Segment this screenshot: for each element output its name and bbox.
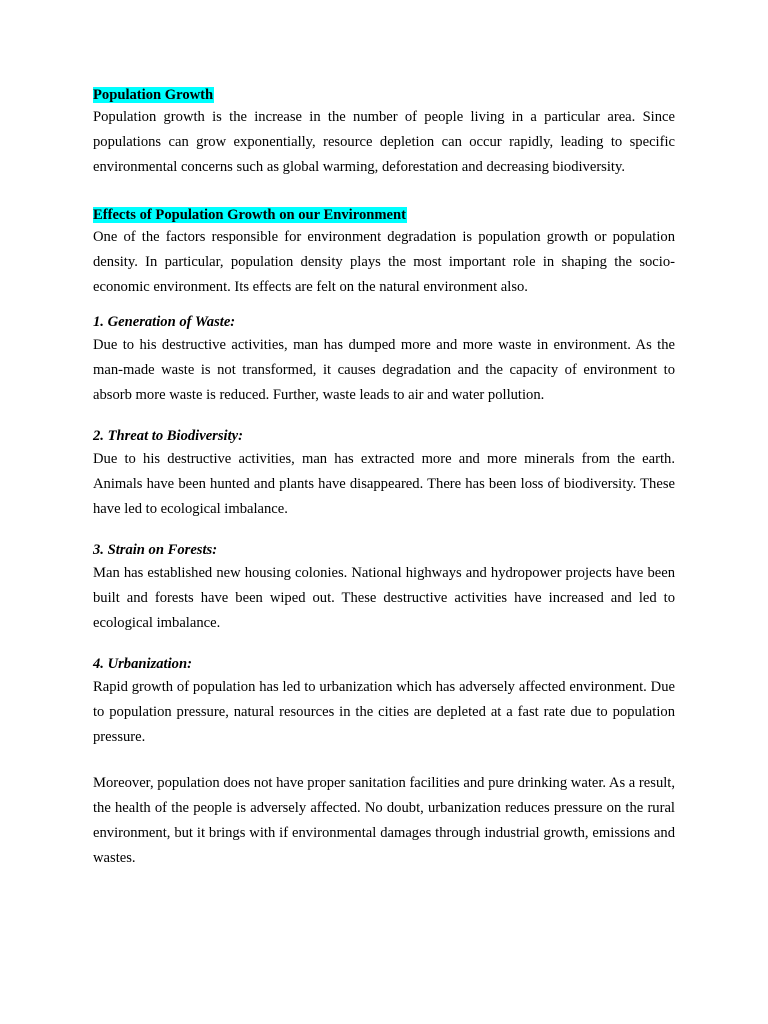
heading-highlight: Effects of Population Growth on our Environment	[93, 207, 406, 223]
paragraph-population-growth: Population growth is the increase in the number of people living in a particular area. Since populations can grow exponentially, resource depletion can occur rapidly, leading to specific environmental concerns such as global warming, deforestation and decreasing biodiversity.	[93, 109, 675, 175]
item-strain-on-forests	[93, 539, 675, 636]
paragraph-generation-of-waste: Due to his destructive activities, man has dumped more and more waste in environment. As the man-made waste is not transformed, it causes degradation and the capacity of environment to absorb more waste is reduced. Further, waste leads to air and water pollution.	[93, 337, 675, 403]
item-threat-to-biodiversity	[93, 425, 675, 522]
document-page	[93, 85, 675, 871]
section-population-growth	[93, 85, 675, 180]
paragraph-closing: Moreover, population does not have proper sanitation facilities and pure drinking water. As a result, the health of the people is adversely affected. No doubt, urbanization reduces pressure on the rural environment, but it brings with if environmental damages through industrial growth, emissions and wastes.	[93, 775, 675, 866]
heading-effects	[93, 205, 675, 225]
heading-population-growth	[93, 85, 675, 105]
heading-highlight: Population Growth	[93, 87, 214, 103]
subheading-threat-to-biodiversity: 2. Threat to Biodiversity:	[93, 428, 243, 444]
paragraph-effects: One of the factors responsible for environment degradation is population growth or population density. In particular, population density plays the most important role in shaping the socio-economic environment. Its effects are felt on the natural environment also.	[93, 229, 675, 295]
subheading-generation-of-waste: 1. Generation of Waste:	[93, 314, 236, 330]
section-effects	[93, 205, 675, 300]
paragraph-threat-to-biodiversity: Due to his destructive activities, man has extracted more and more minerals from the earth. Animals have been hunted and plants have disappeared. There has been loss of biodiversity. These have led to ecological imbalance.	[93, 451, 675, 517]
item-generation-of-waste	[93, 311, 675, 408]
paragraph-strain-on-forests: Man has established new housing colonies. National highways and hydropower projects have been built and forests have been wiped out. These destructive activities have increased and led to ecological imbalance.	[93, 565, 675, 631]
subheading-urbanization: 4. Urbanization:	[93, 656, 192, 672]
subheading-strain-on-forests: 3. Strain on Forests:	[93, 542, 218, 558]
paragraph-urbanization: Rapid growth of population has led to urbanization which has adversely affected environment. Due to population pressure, natural resources in the cities are depleted at a fast rate due to population pressure.	[93, 679, 675, 745]
item-urbanization	[93, 653, 675, 750]
